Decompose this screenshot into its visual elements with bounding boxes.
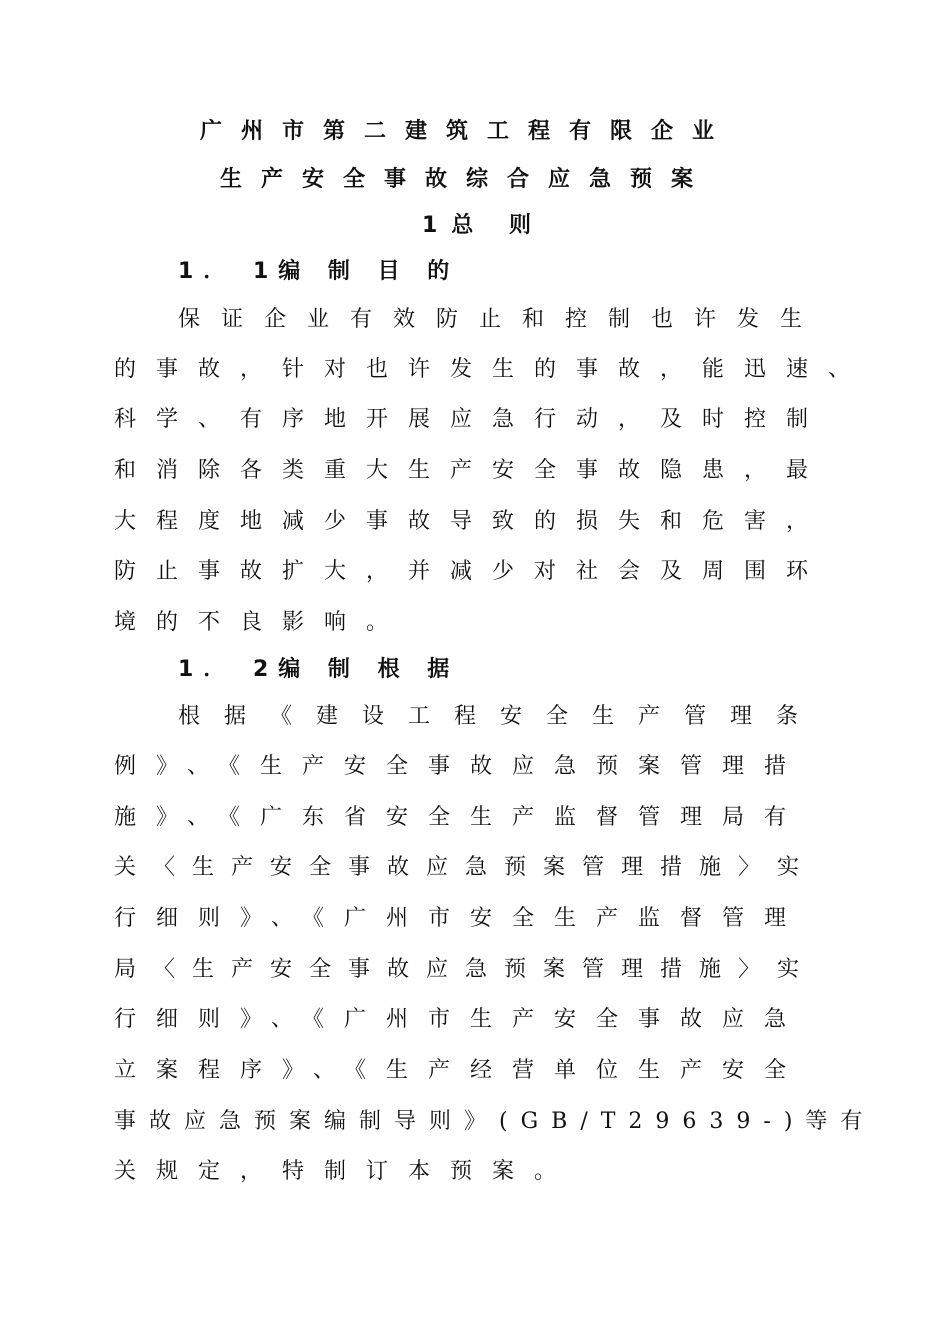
paragraph-line: 根据《建设工程安全生产管理条	[178, 704, 823, 729]
paragraph-line: 立案程序》、《生产经营单位生产安全	[114, 1058, 807, 1083]
section-heading-1-2: 1． 2编 制 根 据	[178, 657, 460, 682]
paragraph-line: 保证企业有效防止和控制也许发生	[178, 307, 824, 332]
paragraph-line: 科学、有序地开展应急行动，及时控制	[114, 407, 829, 432]
paragraph-line: 关〈生产安全事故应急预案管理措施〉实	[114, 855, 817, 880]
paragraph-line: 行细则》、《广州市生产安全事故应急	[114, 1007, 807, 1032]
paragraph-line: 关规定，特制订本预案。	[114, 1159, 577, 1184]
paragraph-line: 事故应急预案编制导则》(GB/T29639-)等有	[114, 1109, 876, 1134]
section-heading-1-1: 1． 1编 制 目 的	[178, 259, 460, 284]
chapter-heading: 1总 则	[422, 213, 545, 238]
paragraph-line: 防止事故扩大，并减少对社会及周围环	[114, 559, 829, 584]
paragraph-line: 和消除各类重大生产安全事故隐患，最	[114, 458, 829, 483]
paragraph-line: 局〈生产安全事故应急预案管理措施〉实	[114, 957, 817, 982]
paragraph-line: 施》、《广东省安全生产监督管理局有	[114, 805, 807, 830]
paragraph-line: 境的不良影响。	[114, 610, 409, 635]
paragraph-line: 例》、《生产安全事故应急预案管理措	[114, 754, 807, 779]
paragraph-line: 行细则》、《广州市安全生产监督管理	[114, 906, 807, 931]
paragraph-line: 大程度地减少事故导致的损失和危害，	[114, 509, 829, 534]
document-title-line2: 生产安全事故综合应急预案	[220, 167, 713, 192]
document-title-line1: 广州市第二建筑工程有限企业	[200, 119, 734, 144]
paragraph-line: 的事故，针对也许发生的事故，能迅速、	[114, 357, 871, 382]
